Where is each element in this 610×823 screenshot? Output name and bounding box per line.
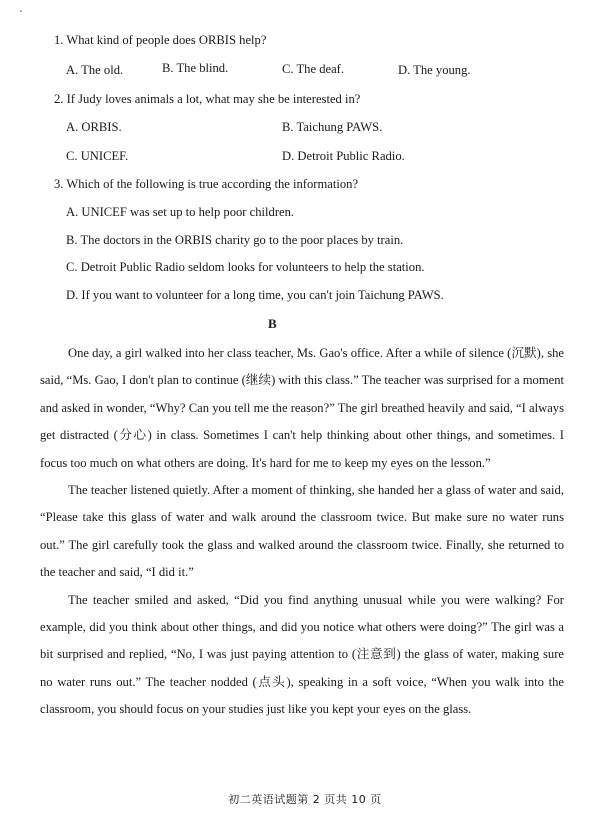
question-2-option-c: C. UNICEF. bbox=[66, 149, 129, 163]
question-3: 3. Which of the following is true according the information? bbox=[54, 177, 359, 191]
page-footer: 初二英语试题第 2 页共 10 页 bbox=[228, 793, 382, 806]
passage-paragraph-2: The teacher listened quietly. After a moment of thinking, she handed her a glass of water and said, “Please take this glass of water and walk around the classroom twice. But make sure no water runs out.” The girl carefully took the glass and walked around the classroom twice. Finally, she returned to the teacher and said, “I did it.” bbox=[40, 483, 564, 580]
passage-paragraph-1: One day, a girl walked into her class teacher, Ms. Gao's office. After a while of silence (沉默), she said, “Ms. Gao, I don't plan to continue (继续) with this class.” The teacher was surprised for a moment and asked in wonder, “Why? Can you tell me the reason?” The girl breathed heavily and said, “I always get distracted (分心) in class. Sometimes I can't help thinking about other things, and sometimes. I focus too much on what others are doing. It's hard for me to keep my eyes on the lesson.” bbox=[40, 346, 564, 470]
section-b-title: B bbox=[268, 316, 277, 331]
question-3-option-c: C. Detroit Public Radio seldom looks for volunteers to help the station. bbox=[66, 260, 425, 274]
scan-speck bbox=[20, 10, 22, 12]
question-2-option-a: A. ORBIS. bbox=[66, 120, 122, 134]
question-3-option-d: D. If you want to volunteer for a long time, you can't join Taichung PAWS. bbox=[66, 288, 444, 302]
question-1-option-b: B. The blind. bbox=[162, 61, 229, 75]
question-2-option-b: B. Taichung PAWS. bbox=[282, 120, 383, 134]
question-1-option-a: A. The old. bbox=[66, 63, 124, 77]
question-1-option-d: D. The young. bbox=[398, 63, 471, 77]
question-1-option-c: C. The deaf. bbox=[282, 62, 345, 76]
question-1: 1. What kind of people does ORBIS help? bbox=[54, 33, 267, 47]
reading-passage bbox=[40, 340, 564, 724]
passage-paragraph-3: The teacher smiled and asked, “Did you find anything unusual while you were walking? For example, did you think about other things, and did you notice what others were doing?” The girl was a bit surprised and replied, “No, I was just paying attention to (注意到) the glass of water, making sure no water runs out.” The teacher nodded (点头), speaking in a soft voice, “When you walk into the classroom, you should focus on your studies just like you kept your eyes on the glass. bbox=[40, 592, 564, 717]
question-3-option-b: B. The doctors in the ORBIS charity go to the poor places by train. bbox=[66, 233, 404, 247]
question-2: 2. If Judy loves animals a lot, what may she be interested in? bbox=[54, 92, 361, 106]
question-2-option-d: D. Detroit Public Radio. bbox=[282, 149, 405, 163]
question-3-option-a: A. UNICEF was set up to help poor children. bbox=[66, 205, 295, 219]
